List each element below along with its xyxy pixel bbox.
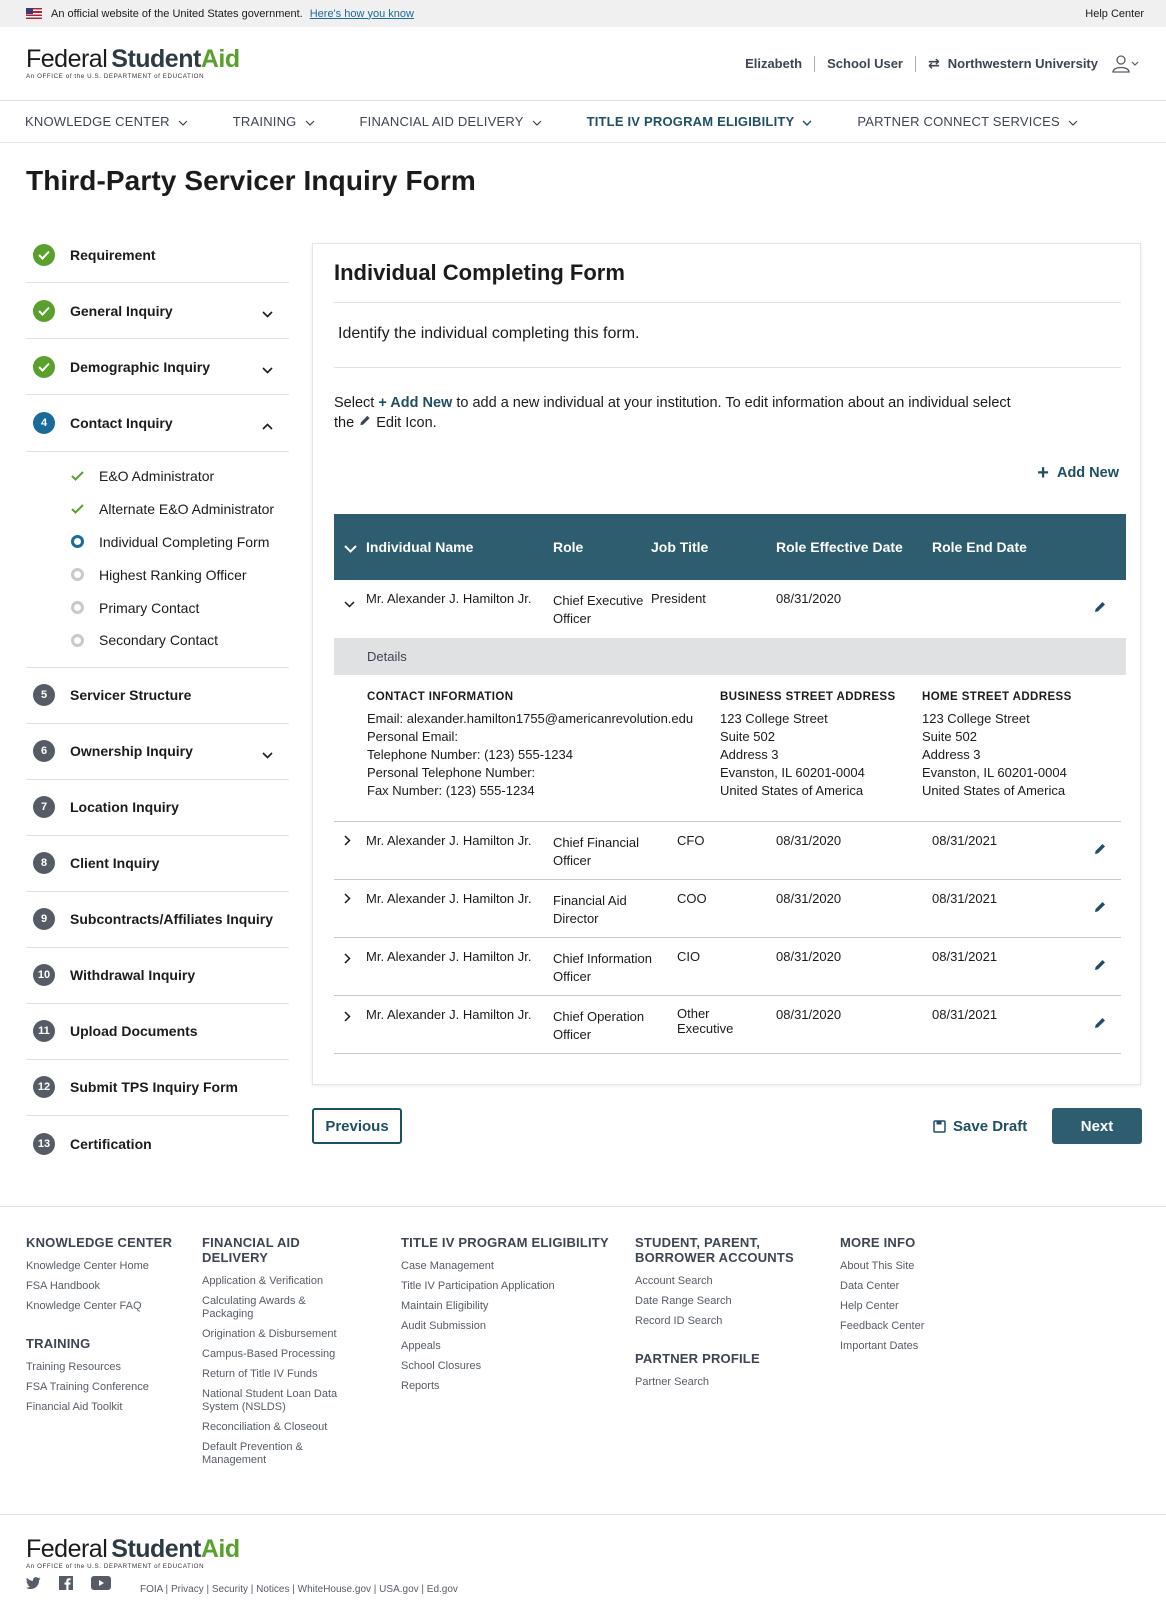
footer-heading: KNOWLEDGE CENTER: [26, 1235, 173, 1250]
footer-link[interactable]: School Closures: [401, 1360, 482, 1372]
footer-link[interactable]: Knowledge Center Home: [26, 1260, 149, 1272]
role-line: Financial Aid: [553, 893, 627, 908]
divider: [334, 302, 1121, 303]
footer-link[interactable]: About This Site: [840, 1260, 915, 1272]
step-number: 9: [33, 908, 55, 930]
check-circle-icon: [33, 356, 55, 378]
footer-heading: PARTNER PROFILE: [635, 1351, 760, 1366]
step-label: Demographic Inquiry: [70, 358, 211, 375]
role-line: Chief Financial: [553, 835, 639, 850]
how-you-know-link[interactable]: Here's how you know: [309, 7, 414, 20]
cell-end-date: 08/31/2021: [932, 833, 998, 848]
step-label: Ownership Inquiry: [70, 743, 193, 760]
substep-label: Highest Ranking Officer: [99, 566, 247, 583]
nav-title-iv-eligibility[interactable]: [587, 114, 813, 129]
step-ownership-inquiry[interactable]: [26, 724, 289, 780]
footer-link[interactable]: Maintain Eligibility: [401, 1300, 489, 1312]
footer-link[interactable]: Partner Search: [635, 1376, 709, 1388]
footer-link[interactable]: Origination & Disbursement: [202, 1328, 337, 1340]
footer-link[interactable]: Date Range Search: [635, 1295, 732, 1307]
role-line: Officer: [553, 853, 592, 868]
nav-label: KNOWLEDGE CENTER: [25, 114, 170, 129]
footer-link[interactable]: Data Center: [840, 1280, 900, 1292]
footer-col-accounts: [635, 1235, 794, 1396]
substep-eo-administrator[interactable]: [26, 460, 289, 493]
logo-subtitle: An OFFICE of the U.S. DEPARTMENT of EDUCATION: [26, 73, 205, 80]
detail-heading: CONTACT INFORMATION: [367, 691, 514, 703]
add-new-button[interactable]: [1037, 462, 1119, 484]
logo-student: Student: [111, 45, 201, 73]
job-title-line: Executive: [677, 1021, 734, 1036]
footer-link[interactable]: Record ID Search: [635, 1315, 723, 1327]
previous-button[interactable]: Previous: [312, 1108, 402, 1144]
step-number: 7: [33, 796, 55, 818]
cell-job-title: CIO: [677, 949, 701, 964]
detail-line: United States of America: [720, 783, 864, 798]
step-label: General Inquiry: [70, 302, 173, 319]
footer-fsa-logo[interactable]: [26, 1537, 240, 1570]
footer-link[interactable]: Title IV Participation Application: [401, 1280, 555, 1292]
step-label: Requirement: [70, 246, 156, 263]
col-role-effective-date: Role Effective Date: [776, 539, 903, 555]
twitter-icon[interactable]: [26, 1577, 41, 1589]
col-role-end-date: Role End Date: [932, 539, 1027, 555]
footer-link[interactable]: Reconciliation & Closeout: [202, 1421, 328, 1433]
footer-link[interactable]: Audit Submission: [401, 1320, 486, 1332]
footer-link[interactable]: Financial Aid Toolkit: [26, 1401, 123, 1413]
instructions-text: to add a new individual at your institution. To edit information about an individual select the: [334, 395, 1011, 431]
pencil-icon[interactable]: [1093, 600, 1107, 617]
contact-substeps: [26, 451, 289, 668]
cell-role: [553, 950, 652, 986]
step-label: Contact Inquiry: [70, 415, 173, 431]
role-line: Chief Executive: [553, 593, 644, 608]
footer-link[interactable]: Appeals: [401, 1340, 441, 1352]
instructions-text: Select: [334, 395, 379, 411]
user-role: School User: [827, 56, 903, 71]
user-name: Elizabeth: [745, 56, 803, 71]
form-card: [312, 243, 1141, 1085]
gov-banner-text: An official website of the United States government.: [51, 7, 303, 20]
chevron-down-icon: [178, 114, 188, 129]
footer-link[interactable]: Training Resources: [26, 1361, 121, 1373]
substep-alternate-eo-administrator[interactable]: [26, 493, 289, 526]
step-number: 5: [33, 684, 55, 706]
site-header: [0, 27, 1166, 101]
save-draft-label: Save Draft: [953, 1118, 1028, 1135]
step-label: Submit TPS Inquiry Form: [70, 1079, 239, 1096]
footer-heading-line: STUDENT, PARENT,: [635, 1235, 761, 1250]
check-circle-icon: [33, 244, 55, 266]
substep-label: E&O Administrator: [99, 468, 215, 485]
footer-heading-line: BORROWER ACCOUNTS: [635, 1250, 794, 1265]
youtube-icon[interactable]: [91, 1576, 111, 1590]
chevron-down-icon: [1068, 114, 1078, 129]
detail-line: Evanston, IL 60201-0004: [720, 765, 865, 780]
logo-aid: Aid: [200, 45, 240, 73]
step-contact-inquiry[interactable]: [26, 395, 289, 451]
add-new-inline-link[interactable]: + Add New: [378, 395, 453, 411]
detail-line: Email: alexander.hamilton1755@americanrevolution.edu: [367, 711, 694, 726]
nav-training[interactable]: [233, 114, 315, 129]
cell-effective-date: 08/31/2020: [776, 891, 842, 906]
step-number: 12: [33, 1076, 55, 1098]
logo-subtitle: An OFFICE of the U.S. DEPARTMENT of EDUCATION: [26, 1563, 205, 1570]
cell-end-date: 08/31/2021: [932, 949, 998, 964]
cell-role: [553, 1008, 644, 1044]
footer-heading: MORE INFO: [840, 1235, 916, 1250]
table-row[interactable]: [334, 822, 1121, 880]
footer-link[interactable]: Calculating Awards & Packaging: [202, 1295, 306, 1320]
nav-partner-connect[interactable]: [857, 114, 1078, 129]
cell-end-date: 08/31/2021: [932, 891, 998, 906]
check-icon: [70, 502, 84, 516]
user-area: [745, 55, 1140, 73]
col-individual-name: Individual Name: [366, 539, 474, 555]
detail-heading: BUSINESS STREET ADDRESS: [720, 691, 896, 703]
detail-heading: HOME STREET ADDRESS: [922, 691, 1072, 703]
cell-role: [553, 892, 627, 928]
plus-icon: +: [1037, 462, 1049, 484]
next-button[interactable]: Next: [1052, 1108, 1142, 1144]
detail-line: Personal Email:: [367, 729, 459, 744]
step-label: Subcontracts/Affiliates Inquiry: [70, 911, 274, 928]
cell-job-title: [677, 1006, 733, 1036]
detail-line: Address 3: [922, 747, 981, 762]
cell-effective-date: 08/31/2020: [776, 591, 842, 606]
footer-link[interactable]: Campus-Based Processing: [202, 1348, 336, 1360]
detail-line: 123 College Street: [922, 711, 1030, 726]
add-new-label: Add New: [1056, 465, 1119, 481]
role-line: Officer: [553, 1027, 592, 1042]
footer-link[interactable]: FSA Training Conference: [26, 1381, 149, 1393]
footer-link[interactable]: Account Search: [635, 1275, 713, 1287]
current-circle-icon: [70, 535, 84, 549]
detail-line: 123 College Street: [720, 711, 828, 726]
pencil-icon: [358, 415, 372, 431]
cell-job-title: President: [651, 591, 706, 606]
nav-label: FINANCIAL AID DELIVERY: [359, 114, 524, 129]
substep-label: Primary Contact: [99, 599, 200, 616]
role-line: Officer: [553, 969, 592, 984]
footer-link[interactable]: Application & Verification: [202, 1275, 324, 1287]
chevron-right-icon[interactable]: [344, 1010, 351, 1025]
save-icon: [933, 1120, 946, 1133]
step-label: Withdrawal Inquiry: [70, 967, 196, 984]
col-job-title: Job Title: [651, 539, 709, 555]
main-nav: [0, 101, 1166, 143]
empty-circle-icon: [70, 633, 84, 647]
logo-student: Student: [111, 1535, 201, 1563]
cell-end-date: 08/31/2021: [932, 1007, 998, 1022]
detail-line: Suite 502: [922, 729, 977, 744]
footer-link[interactable]: Default Prevention & Management: [202, 1441, 303, 1466]
detail-line: Address 3: [720, 747, 779, 762]
footer-heading: TRAINING: [26, 1336, 91, 1351]
chevron-down-icon: [305, 114, 315, 129]
cell-name: Mr. Alexander J. Hamilton Jr.: [366, 591, 532, 606]
check-icon: [70, 469, 84, 483]
user-menu-icon[interactable]: [1112, 55, 1140, 73]
table-row[interactable]: [334, 938, 1121, 996]
chevron-down-icon[interactable]: [262, 305, 273, 321]
col-role: Role: [553, 539, 584, 555]
job-title-line: Other: [677, 1006, 710, 1021]
footer-heading: TITLE IV PROGRAM ELIGIBILITY: [401, 1235, 609, 1250]
school-name[interactable]: Northwestern University: [947, 56, 1098, 71]
detail-line: Fax Number: (123) 555-1234: [367, 783, 535, 798]
substep-primary-contact[interactable]: [26, 591, 289, 624]
role-line: Chief Information: [553, 951, 652, 966]
nav-label: TITLE IV PROGRAM ELIGIBILITY: [586, 114, 795, 129]
chevron-right-icon[interactable]: [344, 892, 351, 907]
card-subtitle: Identify the individual completing this form.: [338, 325, 640, 342]
footer-bottom: [0, 1514, 1166, 1620]
chevron-right-icon[interactable]: [344, 834, 351, 849]
cell-name: Mr. Alexander J. Hamilton Jr.: [366, 1007, 532, 1022]
step-number: 8: [33, 852, 55, 874]
cell-role: [553, 834, 639, 870]
us-flag-icon: [26, 8, 42, 19]
logo-federal: Federal: [26, 45, 108, 73]
check-circle-icon: [33, 300, 55, 322]
footer-heading: [635, 1235, 794, 1265]
step-label: Upload Documents: [70, 1023, 198, 1040]
footer-link[interactable]: Return of Title IV Funds: [202, 1368, 318, 1380]
step-certification[interactable]: [26, 1116, 289, 1172]
step-client-inquiry[interactable]: [26, 836, 289, 892]
substep-secondary-contact[interactable]: [26, 624, 289, 657]
step-requirement[interactable]: [26, 227, 289, 283]
step-subcontracts-inquiry[interactable]: [26, 892, 289, 948]
business-address: [720, 688, 896, 800]
cell-name: Mr. Alexander J. Hamilton Jr.: [366, 891, 532, 906]
logo-aid: Aid: [200, 1535, 240, 1563]
cell-job-title: COO: [677, 891, 707, 906]
contact-information: [367, 688, 693, 800]
cell-role: [553, 592, 643, 628]
detail-line: Suite 502: [720, 729, 775, 744]
nav-financial-aid-delivery[interactable]: [360, 114, 542, 129]
step-number: 6: [33, 740, 55, 762]
divider: [334, 367, 1121, 368]
step-label: Certification: [70, 1135, 152, 1152]
substep-highest-ranking-officer[interactable]: [26, 558, 289, 591]
step-label: Servicer Structure: [70, 687, 192, 704]
step-general-inquiry[interactable]: [26, 283, 289, 339]
footer-col-title-iv: [401, 1235, 609, 1400]
chevron-down-icon[interactable]: [262, 746, 273, 762]
step-number: 10: [33, 964, 55, 986]
step-demographic-inquiry[interactable]: [26, 339, 289, 395]
step-servicer-structure[interactable]: [26, 668, 289, 724]
step-number: 11: [33, 1020, 55, 1042]
details-bar: Details: [334, 638, 1126, 675]
home-address: [922, 688, 1072, 800]
nav-label: TRAINING: [232, 114, 297, 129]
table-row[interactable]: [334, 580, 1121, 638]
empty-circle-icon: [70, 568, 84, 582]
step-withdrawal-inquiry[interactable]: [26, 948, 289, 1004]
chevron-right-icon[interactable]: [344, 952, 351, 967]
pencil-icon[interactable]: [1093, 958, 1107, 975]
empty-circle-icon: [70, 601, 84, 615]
cell-name: Mr. Alexander J. Hamilton Jr.: [366, 833, 532, 848]
step-sidebar: [26, 227, 289, 1172]
footer-link[interactable]: Case Management: [401, 1260, 494, 1272]
detail-line: United States of America: [922, 783, 1066, 798]
step-submit-form[interactable]: [26, 1060, 289, 1116]
chevron-down-icon[interactable]: [262, 361, 273, 377]
cell-effective-date: 08/31/2020: [776, 833, 842, 848]
fsa-logo[interactable]: [26, 47, 240, 80]
step-label: Location Inquiry: [70, 799, 179, 816]
detail-line: Evanston, IL 60201-0004: [922, 765, 1067, 780]
instructions: [334, 393, 1034, 433]
footer-col-knowledge: [26, 1235, 172, 1421]
footer-link[interactable]: FSA Handbook: [26, 1280, 100, 1292]
page-title: Third-Party Servicer Inquiry Form: [26, 165, 476, 196]
footer-link[interactable]: Feedback Center: [840, 1320, 925, 1332]
social-links: [26, 1576, 129, 1590]
chevron-down-icon: [802, 114, 812, 129]
table-header: [334, 514, 1126, 580]
substep-label: Secondary Contact: [99, 632, 219, 649]
pencil-icon[interactable]: [1093, 1016, 1107, 1033]
step-location-inquiry[interactable]: [26, 780, 289, 836]
step-upload-documents[interactable]: [26, 1004, 289, 1060]
pencil-icon[interactable]: [1093, 900, 1107, 917]
footer-link[interactable]: Reports: [401, 1380, 440, 1392]
footer-link[interactable]: Important Dates: [840, 1340, 919, 1352]
footer-heading: FINANCIAL AID DELIVERY: [202, 1235, 300, 1265]
role-line: Director: [553, 911, 599, 926]
divider: [915, 56, 916, 72]
chevron-up-icon[interactable]: [262, 417, 273, 433]
table-row[interactable]: [334, 996, 1121, 1054]
chevron-down-icon: [532, 114, 542, 129]
logo-federal: Federal: [26, 1535, 108, 1563]
footer-col-more-info: [840, 1235, 924, 1360]
divider: [814, 56, 815, 72]
footer-col-fad: [202, 1235, 352, 1474]
table-row[interactable]: [334, 880, 1121, 938]
role-line: Chief Operation: [553, 1009, 645, 1024]
pencil-icon[interactable]: [1093, 842, 1107, 859]
nav-label: PARTNER CONNECT SERVICES: [857, 114, 1060, 129]
help-center-link[interactable]: Help Center: [1085, 7, 1144, 20]
detail-line: Telephone Number: (123) 555-1234: [367, 747, 573, 762]
legal-links[interactable]: FOIA | Privacy | Security | Notices | WhiteHouse.gov | USA.gov | Ed.gov: [140, 1584, 458, 1595]
substep-individual-completing-form[interactable]: [26, 526, 289, 559]
cell-effective-date: 08/31/2020: [776, 949, 842, 964]
cell-job-title: CFO: [677, 833, 705, 848]
chevron-down-icon[interactable]: [344, 596, 355, 611]
nav-knowledge-center[interactable]: [25, 114, 188, 129]
detail-line: Personal Telephone Number:: [367, 765, 536, 780]
cell-name: Mr. Alexander J. Hamilton Jr.: [366, 949, 532, 964]
gov-banner: [0, 0, 1166, 27]
role-line: Officer: [553, 611, 592, 626]
save-draft-button[interactable]: [933, 1118, 1027, 1135]
card-title: Individual Completing Form: [334, 260, 625, 285]
step-label: Client Inquiry: [70, 855, 160, 872]
footer-link[interactable]: Help Center: [840, 1300, 899, 1312]
footer-link[interactable]: National Student Loan Data System (NSLDS): [202, 1388, 338, 1413]
substep-label: Individual Completing Form: [99, 533, 270, 550]
footer-link[interactable]: Knowledge Center FAQ: [26, 1300, 142, 1312]
collapse-all-icon[interactable]: [344, 540, 357, 556]
instructions-text: Edit Icon.: [372, 415, 437, 431]
step-number: 13: [33, 1133, 55, 1155]
switch-school-icon[interactable]: ⇄: [928, 55, 940, 71]
facebook-icon[interactable]: [59, 1576, 73, 1590]
cell-effective-date: 08/31/2020: [776, 1007, 842, 1022]
substep-label: Alternate E&O Administrator: [99, 501, 275, 518]
step-number: 4: [33, 412, 55, 434]
